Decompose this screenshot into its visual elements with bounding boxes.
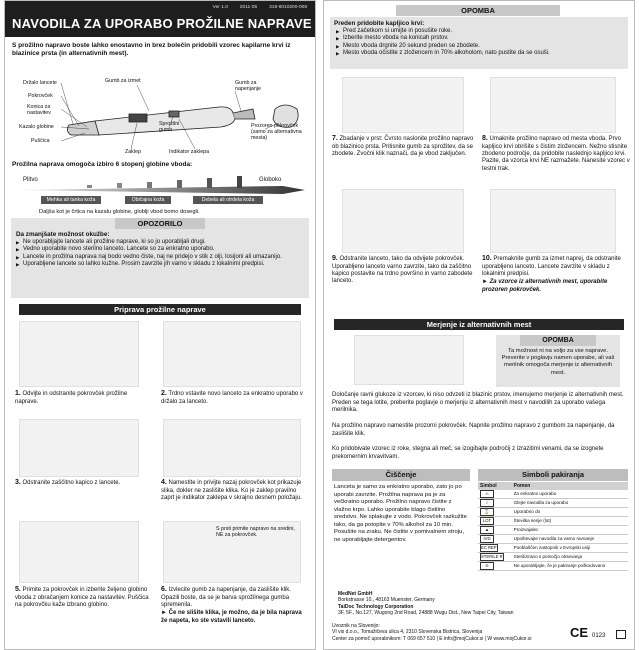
step2-image [163,321,301,387]
step-number: 3. [15,479,21,486]
alt-note-text: Ta možnost ni na voljo za vse naprave. Preverite v poglavju namen uporabe, ali vaš merilnik omogoča merjenje iz alternativnih mest. [501,348,615,376]
manufacturer-block [338,591,538,616]
version-line [213,5,307,11]
symbols-table [478,482,628,571]
symbol-single-use-icon: ⚠ [480,490,494,498]
label-cap: Pokrovček [28,93,53,99]
symbols-header [478,482,628,490]
step-2 [161,390,309,406]
symbol-caution-icon: IVD [480,535,494,543]
importer-address: VI vis d.o.o., Tomažičeva ulica 4, 2310 Slovenska Bistrica, Slovenija [332,629,483,636]
label-cap-tip: Konica za nastavitev [27,104,51,117]
label-cocking: Gumb za napenjanje [235,80,261,93]
label-alt-cap: Prozoren pokrovček (samo za alternativna mesta) [251,123,302,142]
book-icon [616,630,626,639]
notice-lead: Preden pridobite kapljico krvi: [334,20,425,27]
header [5,1,315,37]
symbol-meaning: Glejte navodila za uporabo [512,499,628,508]
depth-arrow-icon [13,172,309,196]
step-text: Izvlecite gumb za napenjanje, da zaslišite klik. Opazili boste, da se je barva sprožilnega gumba spremenila. [161,587,291,608]
step-text: Odvijte in odstranite pokrovček prožilne naprave. [15,391,128,405]
date: 2011-05 [239,5,258,10]
step-6 [161,586,309,625]
device-diagram [9,69,311,157]
notice-box [330,17,628,69]
alt-note-box [496,335,620,387]
warning-box [11,218,309,298]
step-number: 8. [482,135,488,142]
step9-image [342,189,464,253]
notice-title: OPOMBA [396,5,560,16]
symbol-ec-rep-icon: EC REP [481,545,497,551]
symbol-lot-icon: LOT [480,517,494,525]
symbols-title: Simboli pakiranja [478,469,628,481]
symbol-expiry-icon: ⌛ [480,508,494,516]
step-text: Namestite in privijte nazaj pokrovček kot prikazuje slika, dokler ne zaslišite klika. Ko je zaklep pravilno zaprt je indikator zaklepa v skrajno desnem položaju. [161,480,302,501]
step-number: 4. [161,479,167,486]
version: Ver 1.0 [212,5,228,10]
step-9 [332,255,478,286]
alt-image [354,335,464,385]
doc-code: 318-8010200-008 [269,5,307,10]
label-holder: Držalo lancete [23,80,57,86]
step-number: 5. [15,586,21,593]
depth-heading: Prožilna naprava omogoča izbiro 6 stopenj globine vboda: [12,161,193,168]
step-4 [161,479,309,502]
step-text: Trdno vstavite novo lanceto za enkratno uporabo v držalo za lanceto. [161,391,303,405]
step-number: 7. [332,135,338,142]
step-8 [482,135,630,173]
table-row [478,499,628,508]
warning-list [16,239,304,269]
notice-list [336,28,624,58]
table-row [478,526,628,535]
prep-title: Priprava prožilne naprave [19,304,301,315]
step10-image [490,189,616,253]
label-depth: Kazalo globine [19,124,54,130]
alt-title: Merjenje iz alternativnih mest [334,319,624,330]
warning-item: ▶ Ne uporabljajte lancete ali prožilne naprave, ki so jo uporabljali drugi. [16,239,304,246]
table-row [478,544,628,553]
depth-note: Daljša kot je črtica na kazalu globine, globlji vbod bomo dosegli. [39,209,200,215]
table-row [478,490,628,499]
step3-image [19,419,139,477]
notice-item: ▶ Izberite mesto vboda na konicah prstov. [336,35,624,42]
cleaning-title: Čiščenje [332,469,470,481]
alt-p2: Na prožilno napravo namestite prozorni pokrovček. Napnite prožilno napravo z gumbom za napenjanje, da zaslišite klik. [332,423,615,437]
alt-p1: Določanje ravni glukoze iz vzorcev, ki niso odvzeti iz blazinic prstov, imenujemo merjenje iz alternativnih mest. Preden se tega lotite, preberite poglavje o merjenju iz alternativnih mest v navodilih za uporabo vašega merilnika. [332,392,624,413]
cleaning-text: Lanceta je samo za enkratno uporabo, zato jo po uporabi zavrzite. Prožilna naprava pa je za večkratno uporabo. Prožilno napravo čistite z vlažno krpo. Lahko uporabite blago čistilno sredstvo. Ne splakujte z vodo. Pokrovček razkužite tako, da ga potopite v 70% alkohol za 10 min. Posušite na zraku. Ne čistite v pomivalnem stroju, ne uporabljajte detergentov. [334,484,467,543]
importer-title: Uvoznik na Slovenijo: [332,623,380,629]
step-text: Umaknite prožilno napravo od mesta vboda. Prvo kapljico krvi obrišite s čistim zložencem. Nežno stisnite zbodeno področje, da pridobite naslednjo kapljico krvi. Pazite, da vzorca krvi NE razmažete. Nanesite vzorec v testni trak. [482,136,630,172]
alt-p3: Ko pridobivate vzorec iz roke, stegna ali meč, se izogibajte področij z izrazitimi venami, da se izognete prekomernim krvavitvam. [332,446,604,460]
depth-scale [13,172,309,208]
taidoc-name: TaiDoc Technology Corporation [338,603,414,610]
step10-arrow-text: Za vzorce iz alternativnih mest, uporabite prozoren pokrovček. [482,279,608,293]
depth-shallow: Plitvo [23,177,38,183]
symbol-meaning: Številka serije (lot) [512,517,628,526]
step-10 [482,255,630,294]
table-row [478,535,628,544]
step-text: Odstranite zaščitno kapico z lancete. [22,480,121,486]
step1-image [19,321,139,387]
step6-arrow-note: ► Če ne slišite klika, je možno, da je bila naprava že napeta, ko ste vstavili lanceto. [161,610,302,624]
table-row [478,508,628,517]
warning-item: ▶ Vedno uporabite novo sterilno lanceto. Lancete so za enkratno uporabo. [16,246,304,253]
step10-arrow-note: ► Za vzorce iz alternativnih mest, uporabite prozoren pokrovček. [482,279,608,293]
table-row [478,553,628,562]
symbol-meaning: Sterilizirano s pomočjo obsevanja [512,553,628,562]
depth-chip-normal: Običajna koža [125,196,171,204]
step-number: 2. [161,390,167,397]
alt-note-title: OPOMBA [520,335,596,346]
step7-image [342,77,464,133]
symbol-meaning: Za enkratno uporabo [512,490,628,499]
step-text: Odstranite lanceto, tako da odvijete pokrovček. Uporabljeno lanceto varno zavrzite, tako da zaščitno kapico postavite na trdno površino in varno zabodete lanceto. [332,256,473,285]
taidoc-address: 3F, 5F., No.127, Wugong 2nd Road, 24888 Wugu Dist., New Taipei City, Taiwan [338,609,514,616]
medinet-address: Borkstrasse 10., 48163 Muenster, Germany [338,597,435,604]
symbol-info-icon: i [480,499,494,507]
ce-number: 0123 [592,633,606,639]
step5-image [19,521,139,583]
page-title: NAVODILA ZA UPORABO PROŽILNE NAPRAVE [12,16,312,31]
table-row [478,517,628,526]
table-row [478,562,628,571]
label-release: Gumb za izmet [105,78,141,84]
symbol-meaning: Upoštevajte navodila za varno ravnanje [512,535,628,544]
notice-item: ▶ Pred začetkom si umijte in posušite roke. [336,28,624,35]
step-number: 1. [15,390,21,397]
step-7 [332,135,478,158]
medinet-name: MedNet GmbH [338,591,373,597]
symbols-col-meaning: Pomen [512,482,628,490]
symbol-meaning: Ne uporabljajte, če je pakiranje poškodovano [512,562,628,571]
step4-note: S prsti primite napravo na sredini, NE za pokrovček. [216,526,295,539]
warning-item: ▶ Uporabljene lancete so lahko kužne. Prosim zavrzite jih varno v skladu z lokalnimi predpisi. [16,261,304,268]
depth-chip-soft: Mehka ali tanka koža [41,196,101,204]
step-number: 9. [332,255,338,262]
step-text: Primite za pokrovček in izberite željeno globino vboda z obračanjem konice za nastavitev. Puščica na pokrovčku kaže izbrano globino. [15,587,149,608]
label-lock: Zaklep [125,149,141,155]
step-1 [15,390,151,406]
step-text: Zbadanje v prst: Čvrsto naslonite prožilno napravo ob blazinico prsta. Pritisnite gumb za sprožitev, da se zbodete. Zvočni klik naznači, da je vbod zaključen. [332,136,474,157]
symbol-meaning: Uporabno do [512,508,628,517]
intro: S prožilno napravo boste lahko enostavno in brez bolečin pridobili vzorec kapilarne krvi iz blazinice prsta (in alternativnih mest). [12,42,291,58]
ce-mark-icon: CE [570,625,589,640]
step6-image [163,521,301,583]
notice-item: ▶ Mesto vboda drgnite 20 sekund preden se zbodete. [336,43,624,50]
right-page [323,0,635,650]
step-3 [15,479,151,488]
label-ejector: Puščica [31,138,50,144]
step-text: Premaknite gumb za izmet naprej, da odstranite uporabljeno lanceto. Lancete zavrzite v skladu z lokalnimi predpisi. [482,256,621,277]
depth-chip-thick: Debela ali otrdela koža [193,196,263,204]
symbol-manufacturer-icon: ▲ [480,526,494,534]
step8-image [490,77,616,133]
label-trigger: Sprožilni gumb [159,121,180,134]
symbols-col-symbol: Simbol [478,482,512,490]
step4-image [163,419,301,477]
depth-deep: Globoko [259,177,282,183]
step-number: 6. [161,586,167,593]
step6-arrow-text: Če ne slišite klika, je možno, da je bila naprava že napeta, ko ste vstavili lanceto. [161,610,302,624]
warning-item: ▶ Lancete in prožilna naprava naj bodo vedno čiste, naj ne pridejo v stik z olji, losijoni ali umazanijo. [16,254,304,261]
left-page [4,0,316,650]
label-indicator: Indikator zaklepa [169,149,210,155]
symbol-meaning: Proizvajalec [512,526,628,535]
warning-title: OPOZORILO [115,218,205,229]
warning-lead: Da zmanjšate možnost okužbe: [16,231,110,238]
symbol-sterile-icon: STERILE R [481,554,503,560]
importer-contact: Center za pomoč uporabnikom: T 069 657 510 | E info@mojCukor.si | W www.mojCukor.si [332,635,532,642]
importer-block [332,623,572,642]
step-5 [15,586,151,609]
symbol-damaged-icon: ⊘ [480,562,494,570]
symbol-meaning: Pooblaščen zastopnik v Evropski uniji [512,544,628,553]
step-number: 10. [482,255,492,262]
notice-item: ▶ Mesto vboda očistite z zložencem in 70% alkoholom, nato pustite da se osuši. [336,50,624,57]
